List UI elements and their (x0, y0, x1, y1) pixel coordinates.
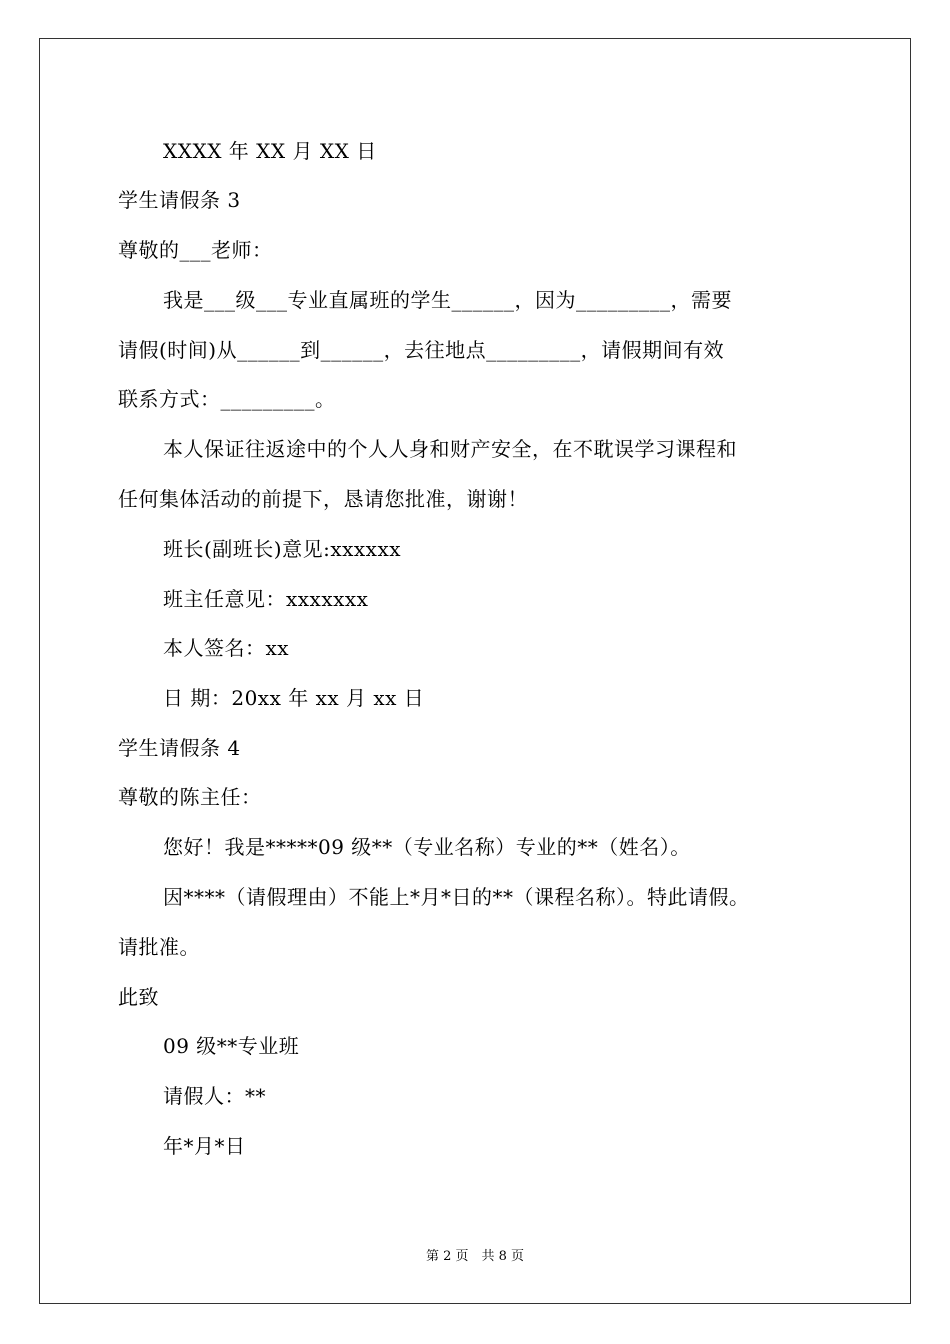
page-frame (39, 38, 911, 1304)
date-line: 日 期：20xx 年 xx 月 xx 日 (163, 686, 425, 710)
monitor-opinion: 班长(副班长)意见:xxxxxx (163, 537, 402, 561)
body-line-3: 联系方式：_________。 (118, 387, 336, 411)
signature-line: 本人签名：xx (163, 636, 290, 660)
body-line-5: 任何集体活动的前提下，恳请您批准，谢谢！ (118, 487, 528, 511)
closing-line: 此致 (118, 985, 159, 1009)
body-line-2: 请假(时间)从______到______，去往地点_________，请假期间有效 (118, 338, 725, 362)
heading-leave-note-3: 学生请假条 3 (118, 188, 241, 212)
sender-date: 年*月*日 (163, 1134, 246, 1158)
salutation-director: 尊敬的陈主任： (118, 785, 262, 809)
salutation-teacher: 尊敬的___老师： (118, 238, 273, 262)
date-line-top: XXXX 年 XX 月 XX 日 (163, 139, 377, 163)
body-reason: 因****（请假理由）不能上*月*日的**（课程名称）。特此请假。 (163, 885, 750, 909)
body-line-4: 本人保证往返途中的个人人身和财产安全，在不耽误学习课程和 (163, 437, 737, 461)
sender-class: 09 级**专业班 (163, 1034, 300, 1058)
body-greeting: 您好！我是*****09 级**（专业名称）专业的**（姓名）。 (163, 835, 691, 859)
body-line-1: 我是___级___专业直属班的学生______，因为_________，需要 (163, 288, 732, 312)
sender-name: 请假人：** (163, 1084, 266, 1108)
page-footer: 第 2 页 共 8 页 (425, 1249, 525, 1264)
body-request: 请批准。 (118, 935, 200, 959)
heading-leave-note-4: 学生请假条 4 (118, 736, 241, 760)
head-teacher-opinion: 班主任意见：xxxxxxx (163, 587, 369, 611)
